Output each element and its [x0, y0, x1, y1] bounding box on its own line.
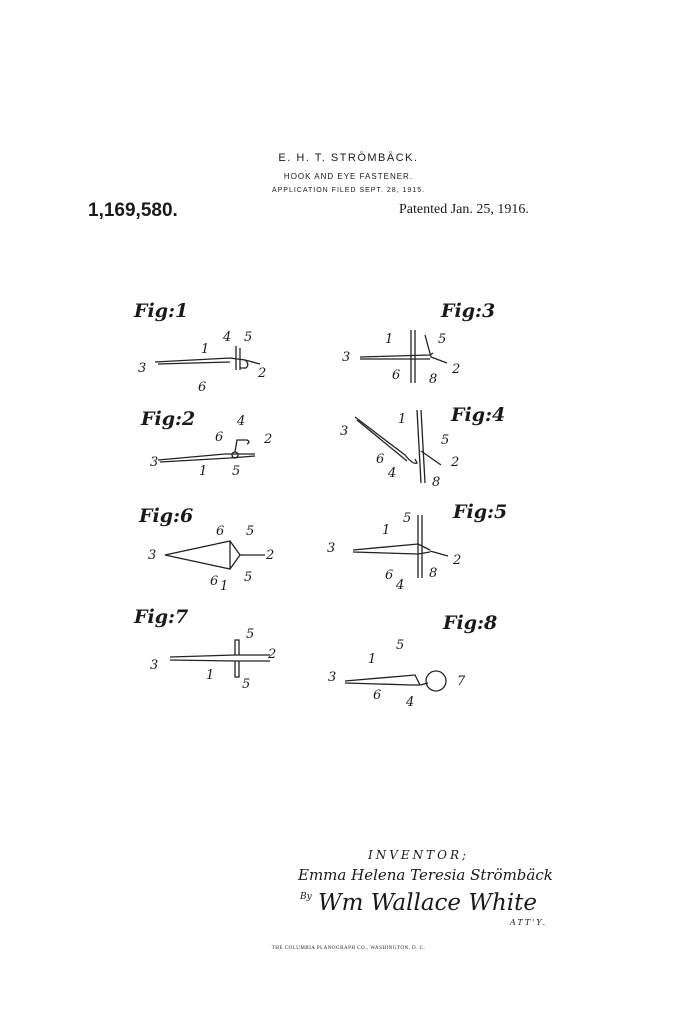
fig-2-ref-6: 6: [215, 430, 224, 445]
fig-2-ref-5: 5: [232, 464, 241, 479]
fig-1-ref-4: 4: [223, 330, 232, 345]
fig-8-label: Fig:8: [443, 612, 498, 634]
fig-3-ref-6: 6: [392, 368, 401, 383]
fig-4-ref-4: 4: [388, 466, 397, 481]
inventor-name: E. H. T. STRÖMBÄCK.: [278, 152, 419, 164]
fig-6-ref-5b: 5: [244, 570, 253, 585]
fig-8-ref-1: 1: [368, 652, 377, 667]
fig-7-ref-1: 1: [206, 668, 215, 683]
fig-3-ref-2: 2: [452, 362, 461, 377]
fig-5-ref-1: 1: [382, 523, 391, 538]
fig-8-ref-3: 3: [328, 670, 337, 685]
fig-5-ref-5: 5: [403, 511, 412, 526]
fig-1-ref-3: 3: [138, 361, 147, 376]
fig-4-ref-6: 6: [376, 452, 385, 467]
fig-8-ref-5: 5: [396, 638, 405, 653]
fig-5-ref-2: 2: [453, 553, 462, 568]
fig-8-ref-4: 4: [406, 695, 415, 710]
patent-title: HOOK AND EYE FASTENER.: [283, 172, 414, 181]
application-filed: APPLICATION FILED SEPT. 28, 1915.: [271, 187, 426, 194]
fig-5-ref-6: 6: [385, 568, 394, 583]
fig-4-ref-5: 5: [441, 433, 450, 448]
fig-4-label: Fig:4: [451, 404, 506, 426]
fig-6-ref-2: 2: [266, 548, 275, 563]
fig-2-ref-4: 4: [237, 414, 246, 429]
fig-6-drawing: [160, 535, 270, 575]
fig-2-ref-2: 2: [264, 432, 273, 447]
fig-4-ref-1: 1: [398, 412, 407, 427]
fig-2-ref-3: 3: [150, 455, 159, 470]
fig-3-ref-8: 8: [429, 372, 438, 387]
fig-1-ref-1: 1: [201, 342, 210, 357]
fig-2-label: Fig:2: [141, 408, 196, 430]
fig-8-drawing: [340, 655, 470, 705]
fig-2-ref-1: 1: [199, 464, 208, 479]
fig-1-ref-6: 6: [198, 380, 207, 395]
fig-7-ref-5: 5: [246, 627, 255, 642]
fig-6-label: Fig:6: [139, 505, 194, 527]
attorney-label: ATT'Y.: [510, 918, 548, 927]
fig-8-ref-7: 7: [457, 674, 466, 689]
printer-imprint: THE COLUMBIA PLANOGRAPH CO., WASHINGTON, D. C.: [271, 946, 426, 951]
fig-7-ref-3: 3: [150, 658, 159, 673]
fig-1-ref-2: 2: [258, 366, 267, 381]
fig-6-ref-6b: 6: [210, 574, 219, 589]
fig-6-ref-6: 6: [216, 524, 225, 539]
fig-1-label: Fig:1: [134, 300, 189, 322]
fig-4-ref-2: 2: [451, 455, 460, 470]
fig-6-ref-5: 5: [246, 524, 255, 539]
fig-3-ref-3: 3: [342, 350, 351, 365]
fig-5-ref-4: 4: [396, 578, 405, 593]
patented-date: Patented Jan. 25, 1916.: [399, 202, 529, 217]
fig-4-ref-3: 3: [340, 424, 349, 439]
fig-3-ref-5: 5: [438, 332, 447, 347]
fig-8-ref-6: 6: [373, 688, 382, 703]
fig-5-ref-8: 8: [429, 566, 438, 581]
fig-5-ref-3: 3: [327, 541, 336, 556]
fig-5-label: Fig:5: [453, 501, 508, 523]
fig-4-ref-8: 8: [432, 475, 441, 490]
fig-3-ref-1: 1: [385, 332, 394, 347]
fig-7-label: Fig:7: [134, 606, 189, 628]
patent-number: 1,169,580.: [88, 200, 178, 221]
fig-7-ref-2: 2: [268, 647, 277, 662]
fig-7-ref-5b: 5: [242, 677, 251, 692]
fig-6-ref-1: 1: [220, 579, 229, 594]
fig-7-drawing: [165, 635, 275, 685]
fig-3-label: Fig:3: [441, 300, 496, 322]
attorney-signature: Wm Wallace White: [318, 890, 538, 916]
by-label: By: [300, 892, 312, 902]
fig-1-drawing: [150, 340, 270, 390]
inventor-signature: Emma Helena Teresia Strömbäck: [298, 866, 553, 884]
fig-1-ref-5: 5: [244, 330, 253, 345]
fig-6-ref-3: 3: [148, 548, 157, 563]
fig-3-drawing: [355, 325, 465, 385]
inventor-label: INVENTOR;: [368, 848, 470, 862]
